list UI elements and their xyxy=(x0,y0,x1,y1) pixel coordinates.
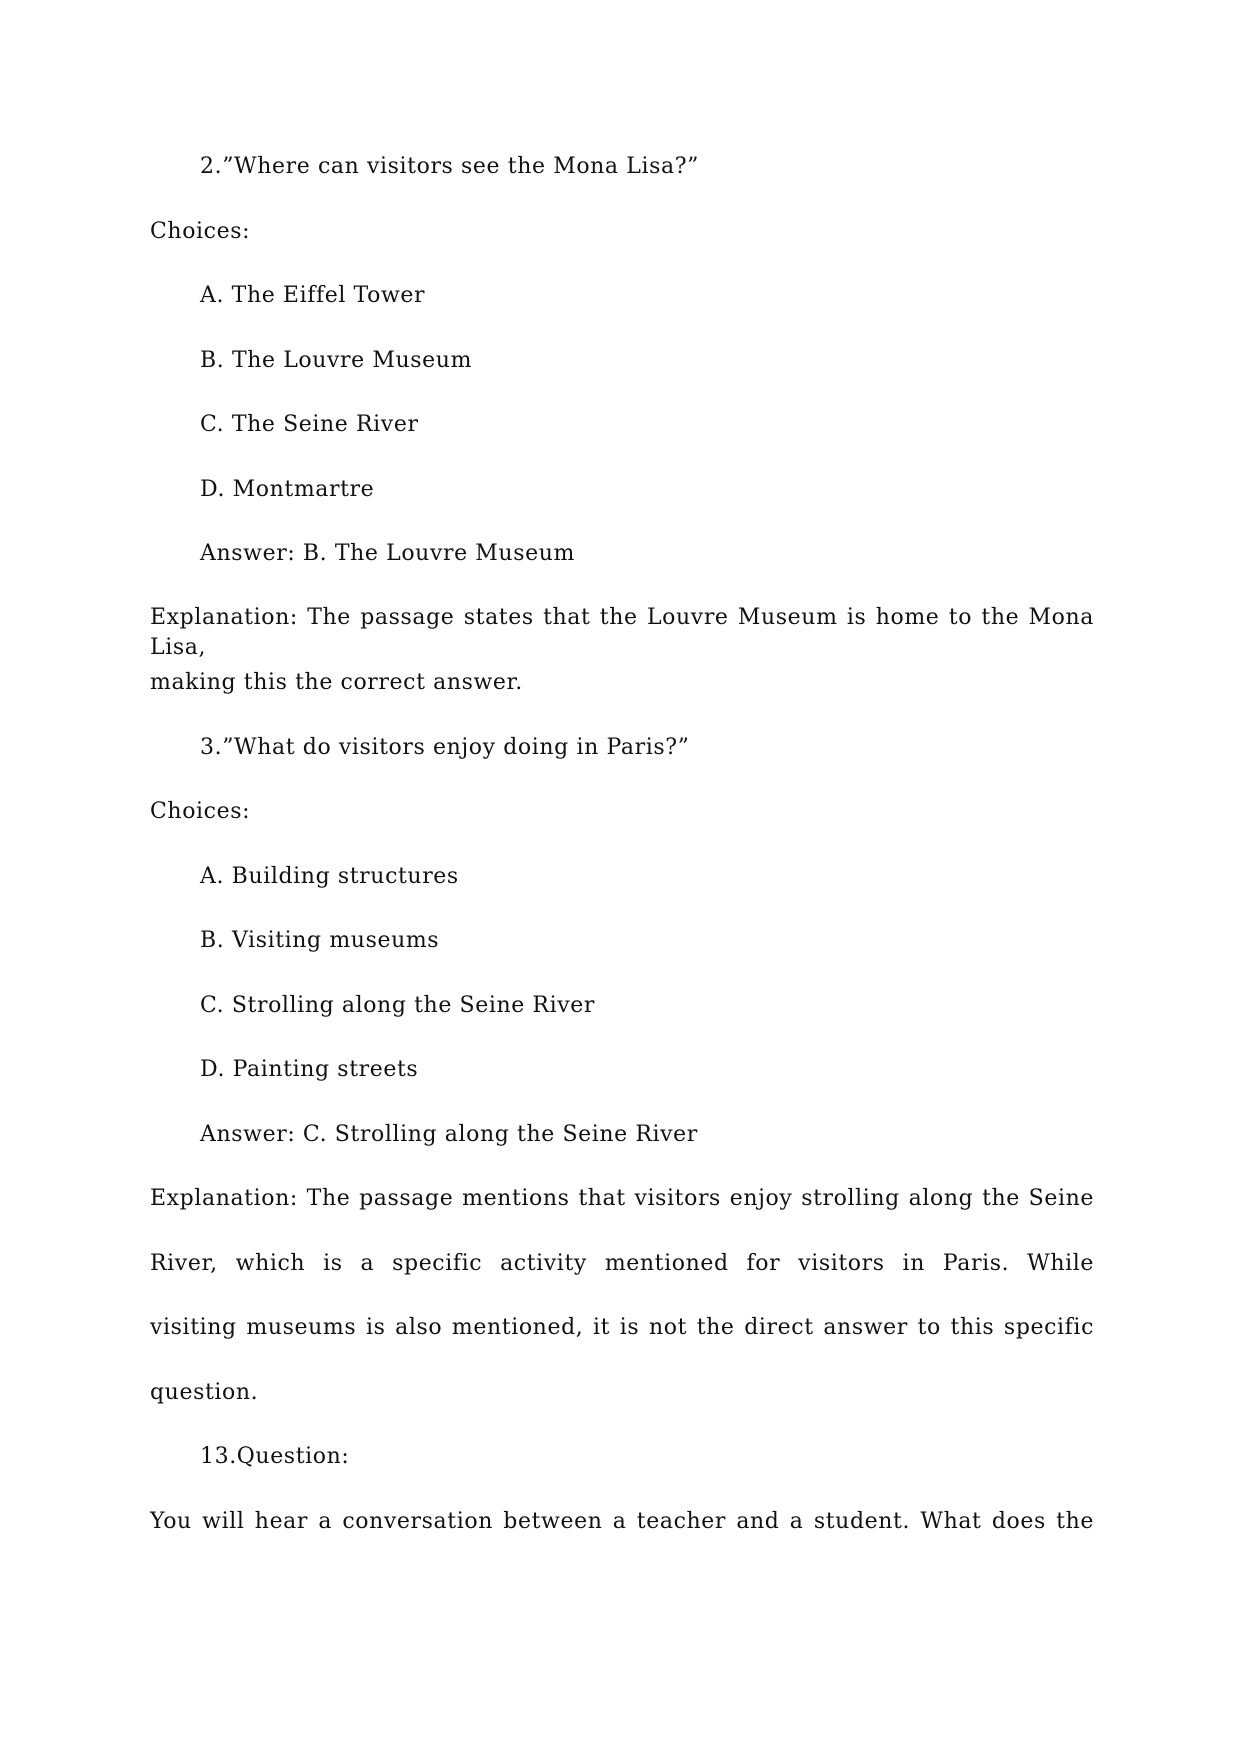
question-2-explanation-line-2: making this the correct answer. xyxy=(150,670,523,695)
question-13-heading: 13.Question: xyxy=(200,1444,350,1469)
question-3-choice-a: A. Building structures xyxy=(200,864,459,889)
question-3-choice-d: D. Painting streets xyxy=(200,1057,419,1082)
question-2-choice-a: A. The Eiffel Tower xyxy=(200,283,426,308)
question-3-explanation-line-1: Explanation: The passage mentions that visitors enjoy strolling along the Seine xyxy=(150,1186,1094,1211)
question-3-explanation-line-2: River, which is a specific activity mentioned for visitors in Paris. While xyxy=(150,1251,1094,1276)
question-3-text: 3.”What do visitors enjoy doing in Paris?” xyxy=(200,735,690,760)
question-2-choice-c: C. The Seine River xyxy=(200,412,419,437)
question-2-text: 2.”Where can visitors see the Mona Lisa?” xyxy=(200,154,699,179)
question-2-answer: Answer: B. The Louvre Museum xyxy=(200,541,575,566)
question-3-choices-label: Choices: xyxy=(150,799,251,824)
question-3-choice-b: B. Visiting museums xyxy=(200,928,440,953)
question-3-choice-c: C. Strolling along the Seine River xyxy=(200,993,596,1018)
question-2-choice-b: B. The Louvre Museum xyxy=(200,348,473,373)
question-3-explanation-line-3: visiting museums is also mentioned, it is not the direct answer to this specific xyxy=(150,1315,1094,1340)
question-2-choice-d: D. Montmartre xyxy=(200,477,375,502)
question-2-choices-label: Choices: xyxy=(150,219,251,244)
question-3-answer: Answer: C. Strolling along the Seine River xyxy=(200,1122,698,1147)
question-3-explanation-line-4: question. xyxy=(150,1380,259,1405)
question-2-explanation-line-1: Explanation: The passage states that the Louvre Museum is home to the Mona Lisa, xyxy=(150,605,1094,660)
question-13-prompt-line-1: You will hear a conversation between a teacher and a student. What does the xyxy=(150,1509,1094,1534)
